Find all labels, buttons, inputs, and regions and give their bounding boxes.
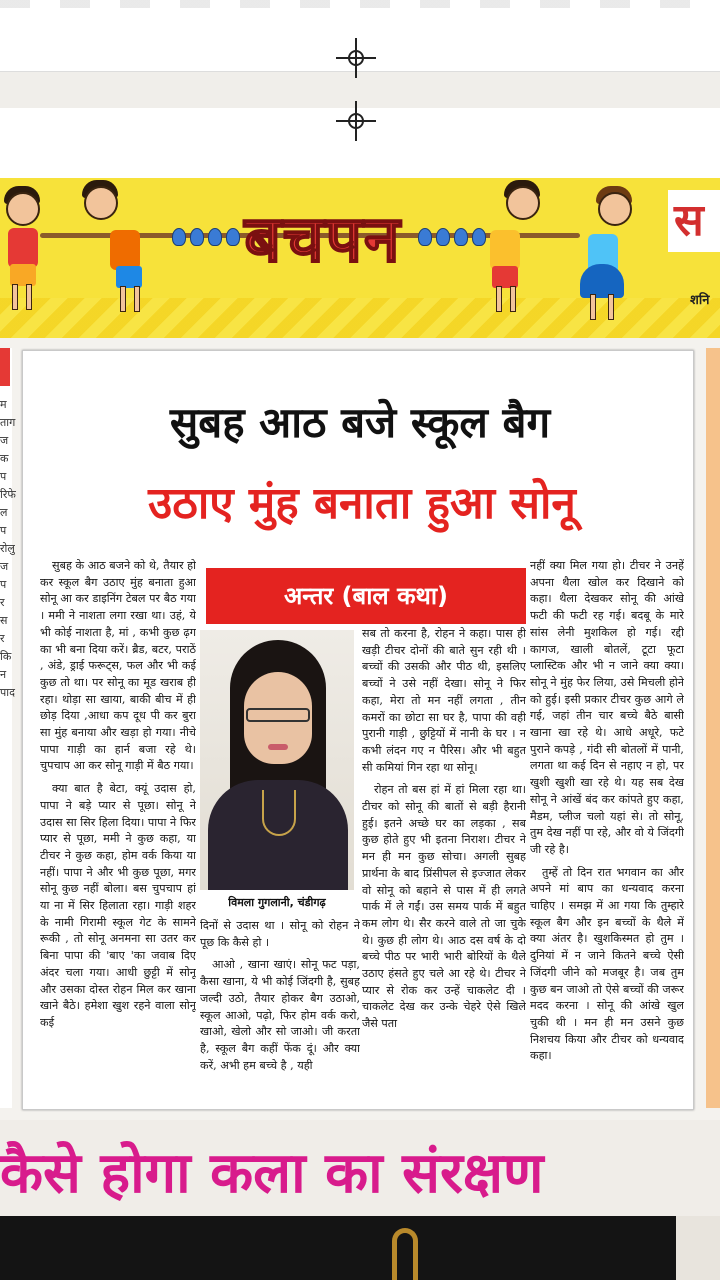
cropped-heading-fragment: स	[674, 195, 704, 246]
paragraph: दिनों से उदास था । सोनू को रोहन ने पूछ कि कैसे हो ।	[200, 919, 360, 949]
story-kicker	[206, 568, 526, 624]
registration-mark-icon	[336, 101, 376, 141]
cropped-text-strip	[0, 0, 720, 8]
next-article-margin	[676, 1216, 720, 1280]
left-column-red-box	[0, 348, 10, 386]
left-column-fragment: मतागजकपरिफेलपरोलुजपरसरकिनपाद	[0, 398, 16, 699]
birds-left-icon	[172, 228, 240, 246]
right-column-edge	[706, 348, 720, 1108]
left-column-edge	[0, 348, 16, 1108]
birds-right-icon	[418, 228, 486, 246]
registration-mark-icon	[336, 38, 376, 78]
article-column-1	[40, 558, 196, 1094]
section-title: बचपन	[244, 203, 402, 277]
author-photo	[200, 630, 354, 890]
day-fragment: शनि	[690, 293, 710, 308]
author-byline: विमला गुगलानी, चंडीगढ़	[200, 892, 354, 914]
paragraph: सब तो करना है, रोहन ने कहा। पास ही खड़ी टीचर दोनों की बाते सुन रही थी । बच्चों की उसकी और पीठ थी, इसलिए बच्चों ने उसे नहीं देखा। सोनू ने फिर कहा, मेरा तो मन नहीं लगता , तीन कमरों का छोटा सा घर है, पापा की वही पुरानी गाड़ी , छुट्टियों में नानी के घर । न कभी लंदन गए न पैरिस। और भी बहुत सी कमियां गिन रहा था सोनू।	[362, 627, 526, 774]
article-column-2	[200, 918, 360, 1092]
paragraph: आओ , खाना खाएं। सोनू फट पड़ा, कैसा खाना, ये भी कोई जिंदगी है, सुबह जल्दी उठो, तैयार होकर बैग उठाओ, स्कूल आओ, पढ़ो, फिर होम वर्क करो, खाओ, खेलो और सो जाओ। जी करता है, स्कूल बैग कहीं फेंक दूं। और क्या करें, अभी हम बच्चे है , यही	[200, 958, 360, 1072]
article-column-3	[362, 626, 526, 1092]
headline-line-2: उठाए मुंह बनाता हुआ सोनू	[148, 478, 576, 529]
next-article-headline: कैसे होगा कला का संरक्षण	[0, 1141, 544, 1206]
adjacent-banner-fragment	[668, 190, 720, 252]
brass-object-icon	[392, 1228, 418, 1280]
next-article-photo	[0, 1216, 676, 1280]
kicker-text: अन्तर (बाल कथा)	[283, 582, 449, 610]
paragraph: सुबह के आठ बजने को थे, तैयार हो कर स्कूल बैग उठाए मुंह बनाता हुआ सोनू आ कर डाइनिंग टेबल पर बैठ गया । ममी ने नाशता लगा रखा था। उहं, ये भी कोई नाशता है, मां , कभी कुछ ढ़ग का भी बना दिया करें। ब्रैड, बटर, पराठें , अंडे, ड्राई फरूट्स, फल और भी कई कुछ तो था। पर सोनू का मूड खराब ही रहा। थोड़ा सा खाया, बाकी बीच में ही छोड़ दिया ,आधा कप दूध पी कर बुरा सा मुंह बनाया और खड़ा हो गया। नीचे पापा गाड़ी का हार्न बजा रहे थे। चुपचाप आ कर सोनू गाड़ी में बैठ गया।	[40, 559, 196, 773]
paragraph: रोहन तो बस हां में हां मिला रहा था। टीचर को सोनू की बातों से बड़ी हैरानी हुई। इतने अच्छे घर का लड़का , सब कुछ होते हुए भी इतना निराश। टीचर ने मन ही मन कुछ सोचा। अगली सुबह प्रार्थना के बाद प्रिंसीपल से इज्जात लेकर वो सोनू को बहाने से पास में ही लगते पार्क में ले गईं। उस समय पार्क में बहुत कम लोग थे। सैर करने वाले तो जा चुके थे। कुछ ही लोग थे। आठ दस वर्ष के दो बच्चे पीठ पर भारी भारी बोरियों के थैले उठाए हंसते हुए चले आ रहे थे। टीचर ने प्यार से रोक कर उन्हें चाकलेट दी । चाकलेट देख कर उन्के चेहरे ऐसे खिले जैसे पता	[362, 783, 526, 1031]
paragraph: क्या बात है बेटा, क्यूं उदास हो, पापा ने बड़े प्यार से पूछा। सोनू ने उदास सा सिर हिला दिया। पापा ने फिर प्यार से पूछा, ममी ने कुछ कहा, या टीचर ने कुछ कहा, होम वर्क किया या नहीं। पापा ने और भी कुछ पूछा, मगर सोनू कुछ नहीं बोला। बस चुपचाप हां या ना में सिर हिलाता रहा। गाड़ी शहर के नामी गिरामी स्कूल गेट के सामने रूकी , तो सोनू अनमना सा उतर कर बिना पापा की 'बाए 'का जवाब दिए अंदर चला गया। आधी छुट्टी में सोनू और उसका दोस्त रोहन मिल कर खाना खाने बैठे। हमेशा खुश रहने वाला सोनू कई	[40, 782, 196, 1029]
paragraph: तुम्हें तो दिन रात भगवान का और अपने मां बाप का धन्यवाद करना चाहिए । समझ में आ गया कि तुम्हारे स्कूल बैग और इन बच्चों के थैले में क्या अंतर है। खुशकिस्मत हो तुम । दुनियां में न जाने कितने बच्चे ऐसी जिंदगी जीने को मजबूर है। जब तुम कुछ बन जाओ तो ऐसे बच्चों की जरूर मदद करना । सोनू की आंखे खुल चुकी थी । मन ही मन उसने कुछ निशचय किया और टीचर को धन्यवाद कहा।	[530, 865, 684, 1063]
paragraph: नहीं क्या मिल गया हो। टीचर ने उनहें अपना थैला खोल कर दिखाने को कहा। थैला देखकर सोनू की आंखे फटी की फटी रह गई। बदबू के मारे सांस लेनी मुशकिल हो गई। रद्दी कागज, खाली बोतलें, टूटा फूटा प्लास्टिक और भी न जाने क्या क्या। सोनू ने मुंह फेर लिया, उसे मिचली होने को हुई। इसी प्रकार टीचर कुछ आगे ले गई, जहां तीन चार बच्चे बैठे बासी खाना खा रहे थे। आधे अधूरे, फटे पुराने कपड़े , गंदी सी बोतलों में पानी, लगता था कई दिन से नहाए न हो, पर खुशी खुशी खा रहे थे। यह सब देख सोनू ने आंखें बंद कर कांपते हुए कहा, मैडम, प्लीज चलो यहां से। तो सोनू, तुम देख नहीं पा रहे, और वो ये जिंदगी जी रहे है।	[530, 559, 684, 856]
headline-line-1: सुबह आठ बजे स्कूल बैग	[169, 398, 551, 447]
article-column-4	[530, 558, 684, 1094]
